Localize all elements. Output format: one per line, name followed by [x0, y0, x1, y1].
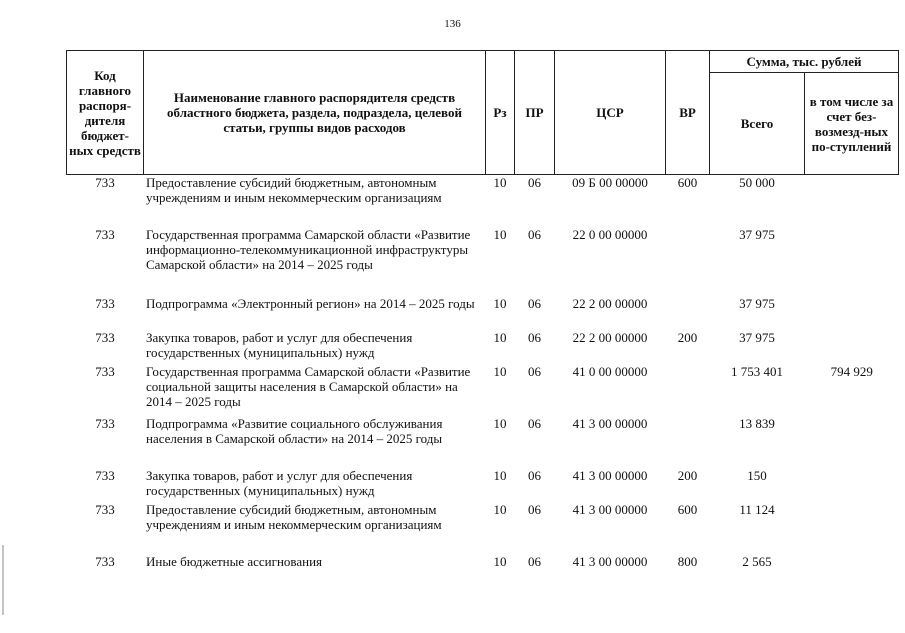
cell-free: [805, 330, 899, 364]
cell-total: 37 975: [739, 295, 775, 311]
cell-rz: 10: [493, 553, 507, 569]
header-total: Всего: [710, 73, 805, 175]
cell-name: Закупка товаров, работ и услуг для обеспечения государственных (муниципальных) нужд: [146, 467, 413, 498]
cell-csr: 22 0 00 00000: [572, 226, 648, 242]
cell-pr: 06: [528, 329, 541, 345]
table-row: [67, 554, 899, 594]
cell-vr: 200: [677, 467, 698, 483]
cell-code: 733: [95, 553, 115, 569]
header-vr: ВР: [666, 51, 710, 175]
cell-rz: 10: [493, 363, 507, 379]
cell-total: 150: [747, 467, 767, 483]
cell-free: [805, 175, 899, 227]
cell-rz: 10: [493, 226, 507, 242]
cell-free: [805, 416, 899, 468]
table-row: [67, 416, 899, 468]
cell-name: Подпрограмма «Электронный регион» на 2014 – 2025 годы: [146, 295, 475, 311]
cell-free: [805, 468, 899, 502]
header-csr: ЦСР: [555, 51, 666, 175]
cell-vr: 600: [677, 501, 698, 517]
cell-total: 2 565: [742, 553, 772, 569]
cell-free: [805, 502, 899, 554]
header-free: в том числе за счет без-возмезд-ных по-ступлений: [805, 73, 899, 175]
cell-pr: 06: [528, 363, 541, 379]
cell-pr: 06: [528, 553, 541, 569]
cell-csr: 41 3 00 00000: [572, 415, 648, 431]
cell-pr: 06: [528, 295, 541, 311]
header-pr: ПР: [515, 51, 555, 175]
cell-rz: 10: [493, 501, 507, 517]
table-row: [67, 364, 899, 416]
cell-name: Государственная программа Самарской области «Развитие информационно-телекоммуникационной инфраструктуры Самарской области» на 2014 – 2025 годы: [146, 226, 471, 272]
header-rz: Рз: [486, 51, 515, 175]
cell-name: Предоставление субсидий бюджетным, автономным учреждениям и иным некоммерческим организациям: [146, 175, 442, 205]
cell-code: 733: [95, 363, 115, 379]
cell-total: 1 753 401: [731, 363, 783, 379]
cell-rz: 10: [493, 175, 507, 190]
cell-free: 794 929: [830, 363, 873, 379]
cell-name: Предоставление субсидий бюджетным, автономным учреждениям и иным некоммерческим организациям: [146, 501, 442, 532]
cell-csr: 09 Б 00 00000: [572, 175, 648, 190]
cell-name: Подпрограмма «Развитие социального обслуживания населения в Самарской области» на 2014 – 2025 годы: [146, 415, 443, 446]
cell-code: 733: [95, 467, 115, 483]
cell-code: 733: [95, 175, 115, 190]
cell-vr: 200: [677, 329, 698, 345]
table-row: [67, 296, 899, 330]
cell-vr: 600: [677, 175, 698, 190]
cell-total: 13 839: [739, 415, 775, 431]
cell-csr: 41 3 00 00000: [572, 553, 648, 569]
cell-rz: 10: [493, 467, 507, 483]
cell-csr: 22 2 00 00000: [572, 329, 648, 345]
cell-vr: [666, 296, 710, 330]
cell-code: 733: [95, 501, 115, 517]
cell-csr: 41 3 00 00000: [572, 467, 648, 483]
header-code: Код главного распоря-дителя бюджет-ных средств: [67, 51, 144, 175]
cell-csr: 41 0 00 00000: [572, 363, 648, 379]
cell-free: [805, 296, 899, 330]
cell-free: [805, 554, 899, 594]
cell-csr: 41 3 00 00000: [572, 501, 648, 517]
cell-name: Закупка товаров, работ и услуг для обеспечения государственных (муниципальных) нужд: [146, 329, 413, 360]
table-row: [67, 227, 899, 296]
cell-code: 733: [95, 415, 115, 431]
cell-total: 37 975: [739, 329, 775, 345]
cell-name: Иные бюджетные ассигнования: [146, 553, 323, 569]
cell-vr: [666, 416, 710, 468]
cell-pr: 06: [528, 415, 541, 431]
budget-table: [66, 50, 899, 594]
cell-code: 733: [95, 295, 115, 311]
cell-free: [805, 227, 899, 296]
cell-vr: [666, 227, 710, 296]
cell-total: 37 975: [739, 226, 775, 242]
cell-code: 733: [95, 226, 115, 242]
cell-pr: 06: [528, 226, 541, 242]
scan-mark: [2, 545, 4, 615]
cell-vr: 800: [677, 553, 698, 569]
table-row: [67, 330, 899, 364]
table-row: [67, 502, 899, 554]
cell-total: 11 124: [739, 501, 775, 517]
table-header: [67, 51, 899, 175]
header-name: Наименование главного распорядителя средств областного бюджета, раздела, подраздела, целевой статьи, группы видов расходов: [144, 51, 486, 175]
cell-csr: 22 2 00 00000: [572, 295, 648, 311]
header-sum: Сумма, тыс. рублей: [710, 51, 899, 73]
cell-rz: 10: [493, 329, 507, 345]
cell-total: 50 000: [739, 175, 775, 190]
table-row: [67, 468, 899, 502]
page-number: 136: [444, 18, 461, 30]
cell-vr: [666, 364, 710, 416]
cell-rz: 10: [493, 295, 507, 311]
table-body: [67, 175, 899, 594]
table-row: [67, 175, 899, 227]
cell-name: Государственная программа Самарской области «Развитие социальной защиты населения в Самарской области» на 2014 – 2025 годы: [146, 363, 471, 409]
cell-rz: 10: [493, 415, 507, 431]
cell-pr: 06: [528, 175, 541, 190]
cell-pr: 06: [528, 467, 541, 483]
cell-pr: 06: [528, 501, 541, 517]
cell-code: 733: [95, 329, 115, 345]
